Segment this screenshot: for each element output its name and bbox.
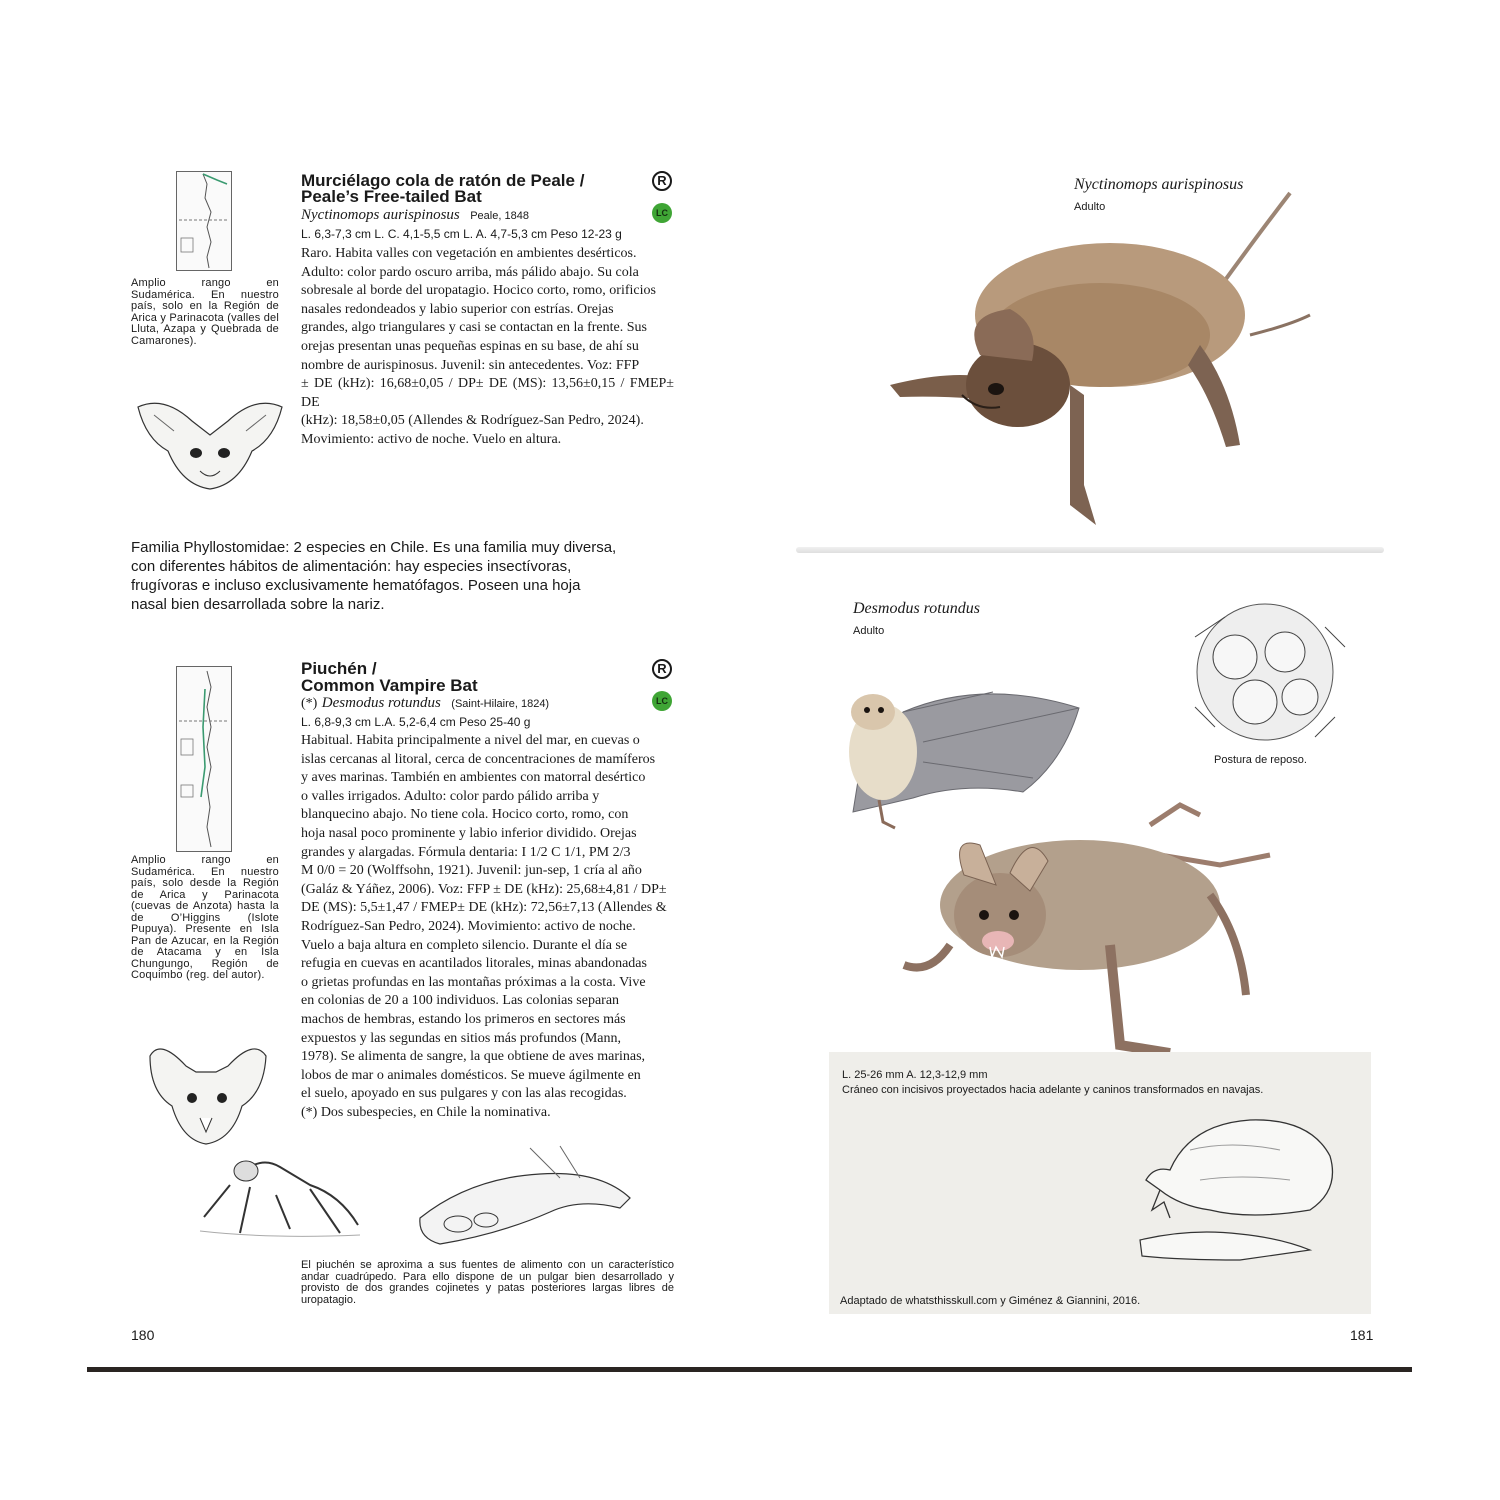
species1-body-line: nasales redondeados y labio superior con estrías. Orejas xyxy=(301,301,614,317)
species2-body-line: Vuelo a baja altura en completo silencio. Durante el día se xyxy=(301,937,628,953)
species2-body-line: (Galáz & Yáñez, 2006). Voz: FFP ± DE (kHz): 25,68±4,81 / DP± xyxy=(301,881,667,897)
species1-measurements: L. 6,3-7,3 cm L. C. 4,1-5,5 cm L. A. 4,7-5,3 cm Peso 12-23 g xyxy=(301,227,622,241)
species2-body-line: blanquecino abajo. No tiene cola. Hocico corto, romo, con xyxy=(301,807,629,823)
range-map-nyctinomops xyxy=(176,171,232,271)
family-line: frugívoras e incluso exclusivamente hematófagos. Poseen una hoja xyxy=(131,577,581,594)
species2-body-line: en colonias de 20 a 100 individuos. Las colonias separan xyxy=(301,993,620,1009)
chile-map-icon xyxy=(177,172,231,270)
species2-body-line: hoja nasal poco prominente y labio inferior dividido. Orejas xyxy=(301,825,637,841)
species2-body-line: refugia en cuevas en acantilados litorales, minas abandonadas xyxy=(301,956,647,972)
species1-body-line: nombre de aurispinosus. Juvenil: sin antecedentes. Voz: FFP xyxy=(301,357,640,373)
species1-body-line: ± DE (kHz): 16,68±0,05 / DP± DE (MS): 13,56±0,15 / FMEP± DE xyxy=(301,376,674,410)
skull-measurements: L. 25-26 mm A. 12,3-12,9 mm xyxy=(842,1069,988,1081)
fig1-species-label: Nyctinomops aurispinosus xyxy=(1074,176,1244,193)
registered-badge-icon: R xyxy=(652,659,672,679)
bottom-rule xyxy=(87,1367,1412,1372)
lc-status-badge: LC xyxy=(652,203,672,223)
species2-scientific-name: Desmodus rotundus xyxy=(321,695,441,711)
range-map-desmodus xyxy=(176,666,232,852)
page-number-left: 180 xyxy=(131,1327,155,1343)
species2-body-line: Rodríguez-San Pedro, 2024). Movimiento: activo de noche. xyxy=(301,918,636,934)
rest-posture-caption: Postura de reposo. xyxy=(1214,754,1307,766)
registered-badge-icon: R xyxy=(652,171,672,191)
species1-scientific-row xyxy=(301,206,529,224)
species1-body xyxy=(301,245,674,450)
walking-bat-sketch xyxy=(190,1145,365,1240)
species1-body-line: sobresale al borde del uropatagio. Hocico corto, romo, orificios xyxy=(301,283,656,299)
species2-scientific-row xyxy=(301,694,549,712)
fig2-species-label: Desmodus rotundus xyxy=(853,600,980,617)
species2-scientific-prefix: (*) xyxy=(301,696,318,711)
species2-measurements: L. 6,8-9,3 cm L.A. 5,2-6,4 cm Peso 25-40 g xyxy=(301,715,531,729)
skull-drawing xyxy=(1130,1110,1350,1270)
species2-title-line1: Piuchén / xyxy=(301,659,377,678)
walking-caption: El piuchén se aproxima a sus fuentes de alimento con un característico andar cuadrúpedo. Para ello dispone de un pulgar bien desarrollado y provisto de dos grandes cojinetes y patas posteriores largas libres de uropatagio. xyxy=(301,1259,674,1306)
nyctinomops-illustration xyxy=(870,185,1360,535)
resting-colony-sketch xyxy=(1175,597,1355,747)
fig2-age-label: Adulto xyxy=(853,625,885,637)
species2-body-line: machos de hembras, estando los primeros en sectores más xyxy=(301,1011,626,1027)
species2-body-line: M 0/0 = 20 (Wolffsohn, 1921). Juvenil: jun-sep, 1 cría al año xyxy=(301,863,642,879)
species1-authority: Peale, 1848 xyxy=(470,210,529,222)
family-line: con diferentes hábitos de alimentación: hay especies insectívoras, xyxy=(131,558,572,575)
species1-body-line: grandes, algo triangulares y casi se contactan en la frente. Sus xyxy=(301,320,647,336)
species2-body-line: DE (MS): 5,5±1,47 / FMEP± DE (kHz): 72,56±7,13 (Allendes & xyxy=(301,900,667,916)
species2-body-line: Habitual. Habita principalmente a nivel del mar, en cuevas o xyxy=(301,733,640,748)
section-divider xyxy=(796,547,1384,553)
species2-body-line: 1978). Se alimenta de sangre, la que obtiene de aves marinas, xyxy=(301,1049,646,1065)
species2-body-line: o grietas profundas en las montañas próximas a la costa. Vive xyxy=(301,974,646,990)
species2-title-line2: Common Vampire Bat xyxy=(301,676,478,695)
family-line: Familia Phyllostomidae: 2 especies en Chile. Es una familia muy diversa, xyxy=(131,539,617,556)
map-caption-2: Amplio rango en Sudamérica. En nuestro país, solo desde la Región de Arica y Parinacota (cuevas de Anzota) hasta la de O’Higgins (Islote Pupuya). Presente en Isla Pan de Azucar, en la Región de Atacama y en Isla Chungungo, Región de Coquimbo (reg. del autor). xyxy=(131,854,279,981)
page-number-right: 181 xyxy=(1350,1327,1374,1343)
lc-status-badge: LC xyxy=(652,691,672,711)
fig1-age-label: Adulto xyxy=(1074,201,1106,213)
species2-body-line: (*) Dos subespecies, en Chile la nominativa. xyxy=(301,1104,551,1120)
family-paragraph xyxy=(131,538,676,614)
species2-body-line: el suelo, apoyado en sus pulgares y con las alas recogidas. xyxy=(301,1086,627,1102)
species1-body-line: Raro. Habita valles con vegetación en ambientes desérticos. xyxy=(301,246,637,261)
species2-body-line: islas cercanas al litoral, cerca de concentraciones de mamíferos xyxy=(301,751,656,767)
skull-source: Adaptado de whatsthisskull.com y Giménez & Giannini, 2016. xyxy=(840,1295,1141,1307)
species2-body xyxy=(301,732,674,1122)
species2-authority: (Saint-Hilaire, 1824) xyxy=(451,698,550,710)
species2-body-line: grandes y alargadas. Fórmula dentaria: I 1/2 C 1/1, PM 2/3 xyxy=(301,844,631,860)
chile-map-icon xyxy=(177,667,231,851)
skull-caption: Cráneo con incisivos proyectados hacia adelante y caninos transformados en navajas. xyxy=(842,1084,1264,1096)
nyctinomops-head-illustration xyxy=(134,395,286,495)
thumb-pads-sketch xyxy=(410,1138,642,1256)
family-line: nasal bien desarrollada sobre la nariz. xyxy=(131,596,385,613)
species1-scientific-name: Nyctinomops aurispinosus xyxy=(301,207,460,223)
species2-body-line: lobos de mar o animales domésticos. Se mueve ágilmente en xyxy=(301,1067,641,1083)
species1-body-line: Adulto: color pardo oscuro arriba, más pálido abajo. Su cola xyxy=(301,264,639,280)
species1-body-line: Movimiento: activo de noche. Vuelo en altura. xyxy=(301,431,562,447)
map-caption-1: Amplio rango en Sudamérica. En nuestro país, solo en la Región de Arica y Parinacota (valles del Lluta, Azapa y Quebrada de Camarones). xyxy=(131,277,279,347)
species2-body-line: expuestos y las segundas en sitios más profundos (Mann, xyxy=(301,1030,622,1046)
species1-body-line: (kHz): 18,58±0,05 (Allendes & Rodríguez-San Pedro, 2024). xyxy=(301,413,644,429)
species1-title-line2: Peale’s Free-tailed Bat xyxy=(301,187,482,206)
desmodus-walking-illustration xyxy=(880,795,1280,1060)
desmodus-head-illustration xyxy=(142,1036,272,1148)
species1-title-line1: Murciélago cola de ratón de Peale / xyxy=(301,171,585,190)
species2-body-line: o valles irrigados. Adulto: color pardo pálido arriba y xyxy=(301,788,600,804)
species1-body-line: orejas presentan unas pequeñas espinas en su base, de ahí su xyxy=(301,338,639,354)
species2-body-line: y aves marinas. También en ambientes con matorral desértico xyxy=(301,770,646,786)
